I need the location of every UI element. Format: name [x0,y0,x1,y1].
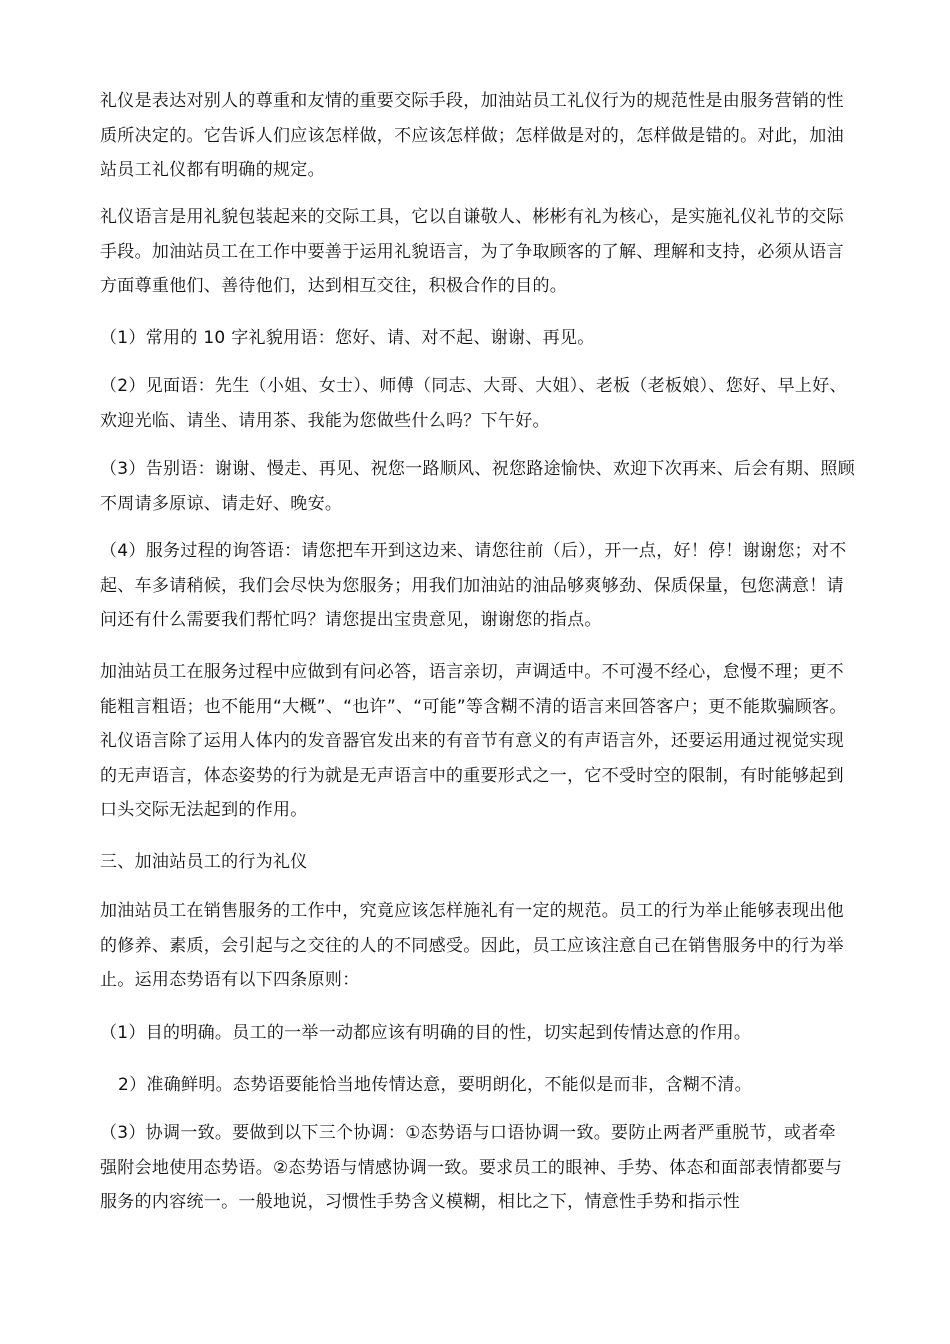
list-item-common-phrases: （1）常用的 10 字礼貌用语：您好、请、对不起、谢谢、再见。 [100,328,595,348]
list-item-farewell-phrases: （3）告别语：谢谢、慢走、再见、祝您一路顺风、祝您路途愉快、欢迎下次再来、后会有期、照顾不周请多原谅、请走好、晚安。 [100,459,856,514]
paragraph-etiquette-intro: 礼仪是表达对别人的尊重和友情的重要交际手段，加油站员工礼仪行为的规范性是由服务营销的性质所决定的。它告诉人们应该怎样做，不应该怎样做；怎样做是对的，怎样做是错的。对此，加油站员工礼仪都有明确的规定。 [100,91,844,180]
list-item-principle-coordination: （3）协调一致。要做到以下三个协调：①态势语与口语协调一致。要防止两者严重脱节，或者牵强附会地使用态势语。②态势语与情感协调一致。要求员工的眼神、手势、体态和面部表情都要与服务的内容统一。一般地说，习惯性手势含义模糊，相比之下，情意性手势和指示性 [100,1123,843,1212]
list-item-greeting-phrases: （2）见面语：先生（小姐、女士）、师傅（同志、大哥、大姐）、老板（老板娘）、您好、早上好、欢迎光临、请坐、请用茶、我能为您做些什么吗？下午好。 [100,376,847,431]
paragraph-service-conduct: 加油站员工在服务过程中应做到有问必答，语言亲切，声调适中。不可漫不经心，怠慢不理；更不能粗言粗语；也不能用“大概”、“也许”、“可能”等含糊不清的语言来回答客户；更不能欺骗顾客。礼仪语言除了运用人体内的发音器官发出来的有音节有意义的有声语言外，还要运用通过视觉实现的无声语言，体态姿势的行为就是无声语言中的重要形式之一，它不受时空的限制，有时能够起到口头交际无法起到的作用。 [100,662,847,820]
list-item-principle-clarity: 2）准确鲜明。态势语要能恰当地传情达意，要明朗化，不能似是而非，含糊不清。 [118,1075,752,1095]
list-item-service-phrases: （4）服务过程的询答语：请您把车开到这边来、请您往前（后），开一点，好！停！谢谢您；对不起、车多请稍候，我们会尽快为您服务；用我们加油站的油品够爽够劲、保质保量，包您满意！请问还有什么需要我们帮忙吗？请您提出宝贵意见，谢谢您的指点。 [100,541,847,630]
list-item-principle-purpose: （1）目的明确。员工的一举一动都应该有明确的目的性，切实起到传情达意的作用。 [100,1023,752,1043]
paragraph-behavior-norms: 加油站员工在销售服务的工作中，究竟应该怎样施礼有一定的规范。员工的行为举止能够表现出他的修养、素质，会引起与之交往的人的不同感受。因此，员工应该注意自己在销售服务中的行为举止。运用态势语有以下四条原则： [100,901,844,990]
paragraph-etiquette-language: 礼仪语言是用礼貌包装起来的交际工具，它以自谦敬人、彬彬有礼为核心，是实施礼仪礼节的交际手段。加油站员工在工作中要善于运用礼貌语言，为了争取顾客的了解、理解和支持，必须从语言方面尊重他们、善待他们，达到相互交往，积极合作的目的。 [100,207,844,296]
section-heading-behavior-etiquette: 三、加油站员工的行为礼仪 [100,852,308,872]
